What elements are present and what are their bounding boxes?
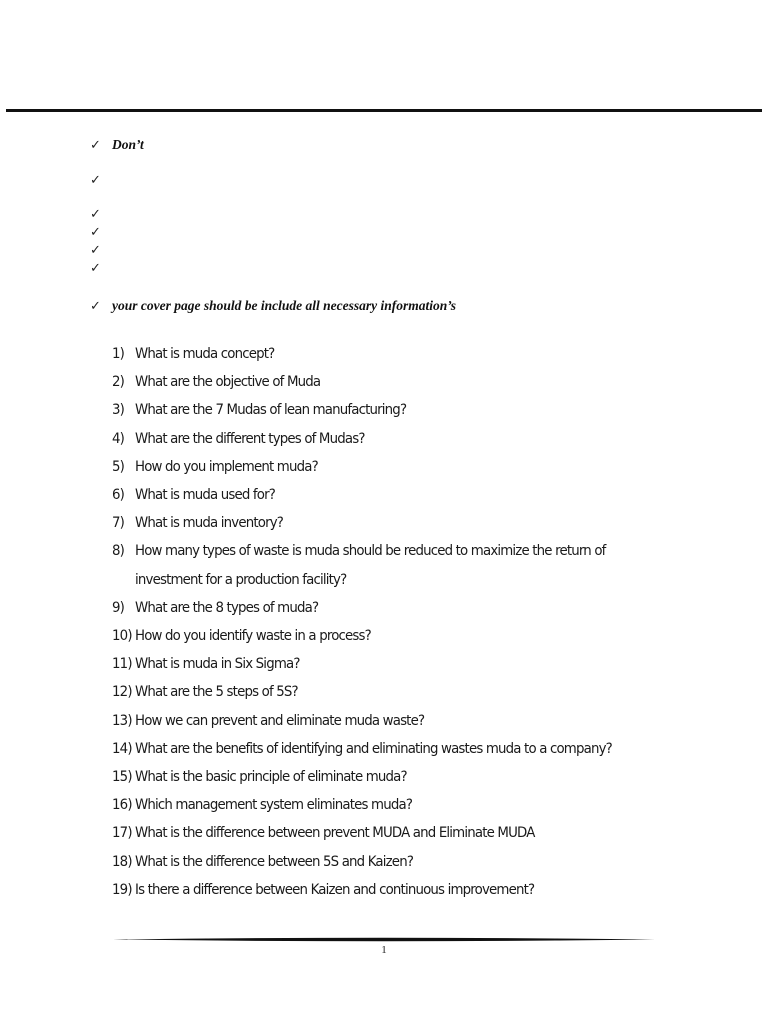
question-text: What is muda used for? [135, 487, 276, 504]
checklist-item [90, 171, 112, 189]
question-text: What is the basic principle of eliminate muda? [135, 769, 407, 786]
question-number: 16) [112, 797, 132, 814]
question-item [112, 622, 627, 650]
checkmark-icon: ✓ [90, 243, 101, 258]
footer-rule [113, 937, 655, 942]
question-text: What is the difference between prevent MUDA and Eliminate MUDA [135, 825, 535, 842]
question-text: What are the 7 Mudas of lean manufacturing? [135, 402, 407, 419]
checklist-item [90, 241, 112, 259]
question-text: How do you implement muda? [135, 458, 318, 475]
question-text: What are the 5 steps of 5S? [135, 684, 298, 701]
question-item [112, 848, 627, 876]
question-item [112, 340, 627, 368]
question-item [112, 791, 627, 819]
checkmark-icon: ✓ [90, 173, 101, 188]
question-number: 18) [112, 853, 132, 870]
question-number: 12) [112, 684, 132, 701]
question-number: 15) [112, 769, 132, 786]
question-text: What are the benefits of identifying and eliminating wastes muda to a company? [135, 740, 612, 757]
checkmark-icon: ✓ [90, 207, 101, 222]
question-item [112, 763, 627, 791]
question-item [112, 396, 627, 424]
question-text: How we can prevent and eliminate muda waste? [135, 712, 425, 729]
question-number: 2) [112, 374, 125, 391]
question-text: Is there a difference between Kaizen and continuous improvement? [135, 881, 535, 898]
question-number: 14) [112, 740, 132, 757]
question-text: What are the different types of Mudas? [135, 430, 365, 447]
question-number: 4) [112, 430, 125, 447]
question-text: What are the 8 types of muda? [135, 599, 319, 616]
question-item [112, 678, 627, 706]
question-text: How do you identify waste in a process? [135, 628, 371, 645]
checkmark-icon: ✓ [90, 225, 101, 240]
question-item [112, 453, 627, 481]
question-text: What is muda in Six Sigma? [135, 656, 300, 673]
question-item [112, 819, 627, 847]
question-item [112, 735, 627, 763]
question-item [112, 368, 627, 396]
question-item [112, 876, 627, 904]
question-number: 8) [112, 543, 125, 560]
checkmark-icon: ✓ [90, 138, 101, 153]
checklist-item [90, 205, 112, 223]
checklist-item [90, 297, 456, 315]
checklist [90, 0, 690, 330]
checklist-item-text: your cover page should be include all necessary information’s [112, 298, 456, 313]
question-number: 7) [112, 515, 125, 532]
question-item [112, 537, 627, 593]
checklist-item [90, 259, 112, 277]
page-number: 1 [381, 944, 387, 956]
question-number: 11) [112, 656, 132, 673]
checklist-item [90, 223, 112, 241]
question-number: 19) [112, 881, 132, 898]
question-number: 5) [112, 458, 125, 475]
question-text: What is the difference between 5S and Kaizen? [135, 853, 414, 870]
question-number: 1) [112, 346, 125, 362]
question-list [112, 340, 627, 904]
question-item [112, 707, 627, 735]
question-item [112, 650, 627, 678]
question-item [112, 594, 627, 622]
question-text: Which management system eliminates muda? [135, 797, 413, 814]
question-number: 10) [112, 628, 132, 645]
checkmark-icon: ✓ [90, 299, 101, 314]
question-number: 9) [112, 599, 125, 616]
question-number: 13) [112, 712, 132, 729]
question-text: What are the objective of Muda [135, 374, 321, 391]
question-number: 6) [112, 487, 125, 504]
question-item [112, 481, 627, 509]
checkmark-icon: ✓ [90, 261, 101, 276]
checklist-item [90, 136, 144, 154]
question-text: How many types of waste is muda should be reduced to maximize the return of investment for a production facility? [135, 543, 606, 588]
question-number: 3) [112, 402, 125, 419]
question-number: 17) [112, 825, 132, 842]
question-item [112, 425, 627, 453]
question-text: What is muda concept? [135, 346, 275, 362]
checklist-item-text: Don’t [112, 137, 144, 152]
question-item [112, 509, 627, 537]
question-text: What is muda inventory? [135, 515, 284, 532]
